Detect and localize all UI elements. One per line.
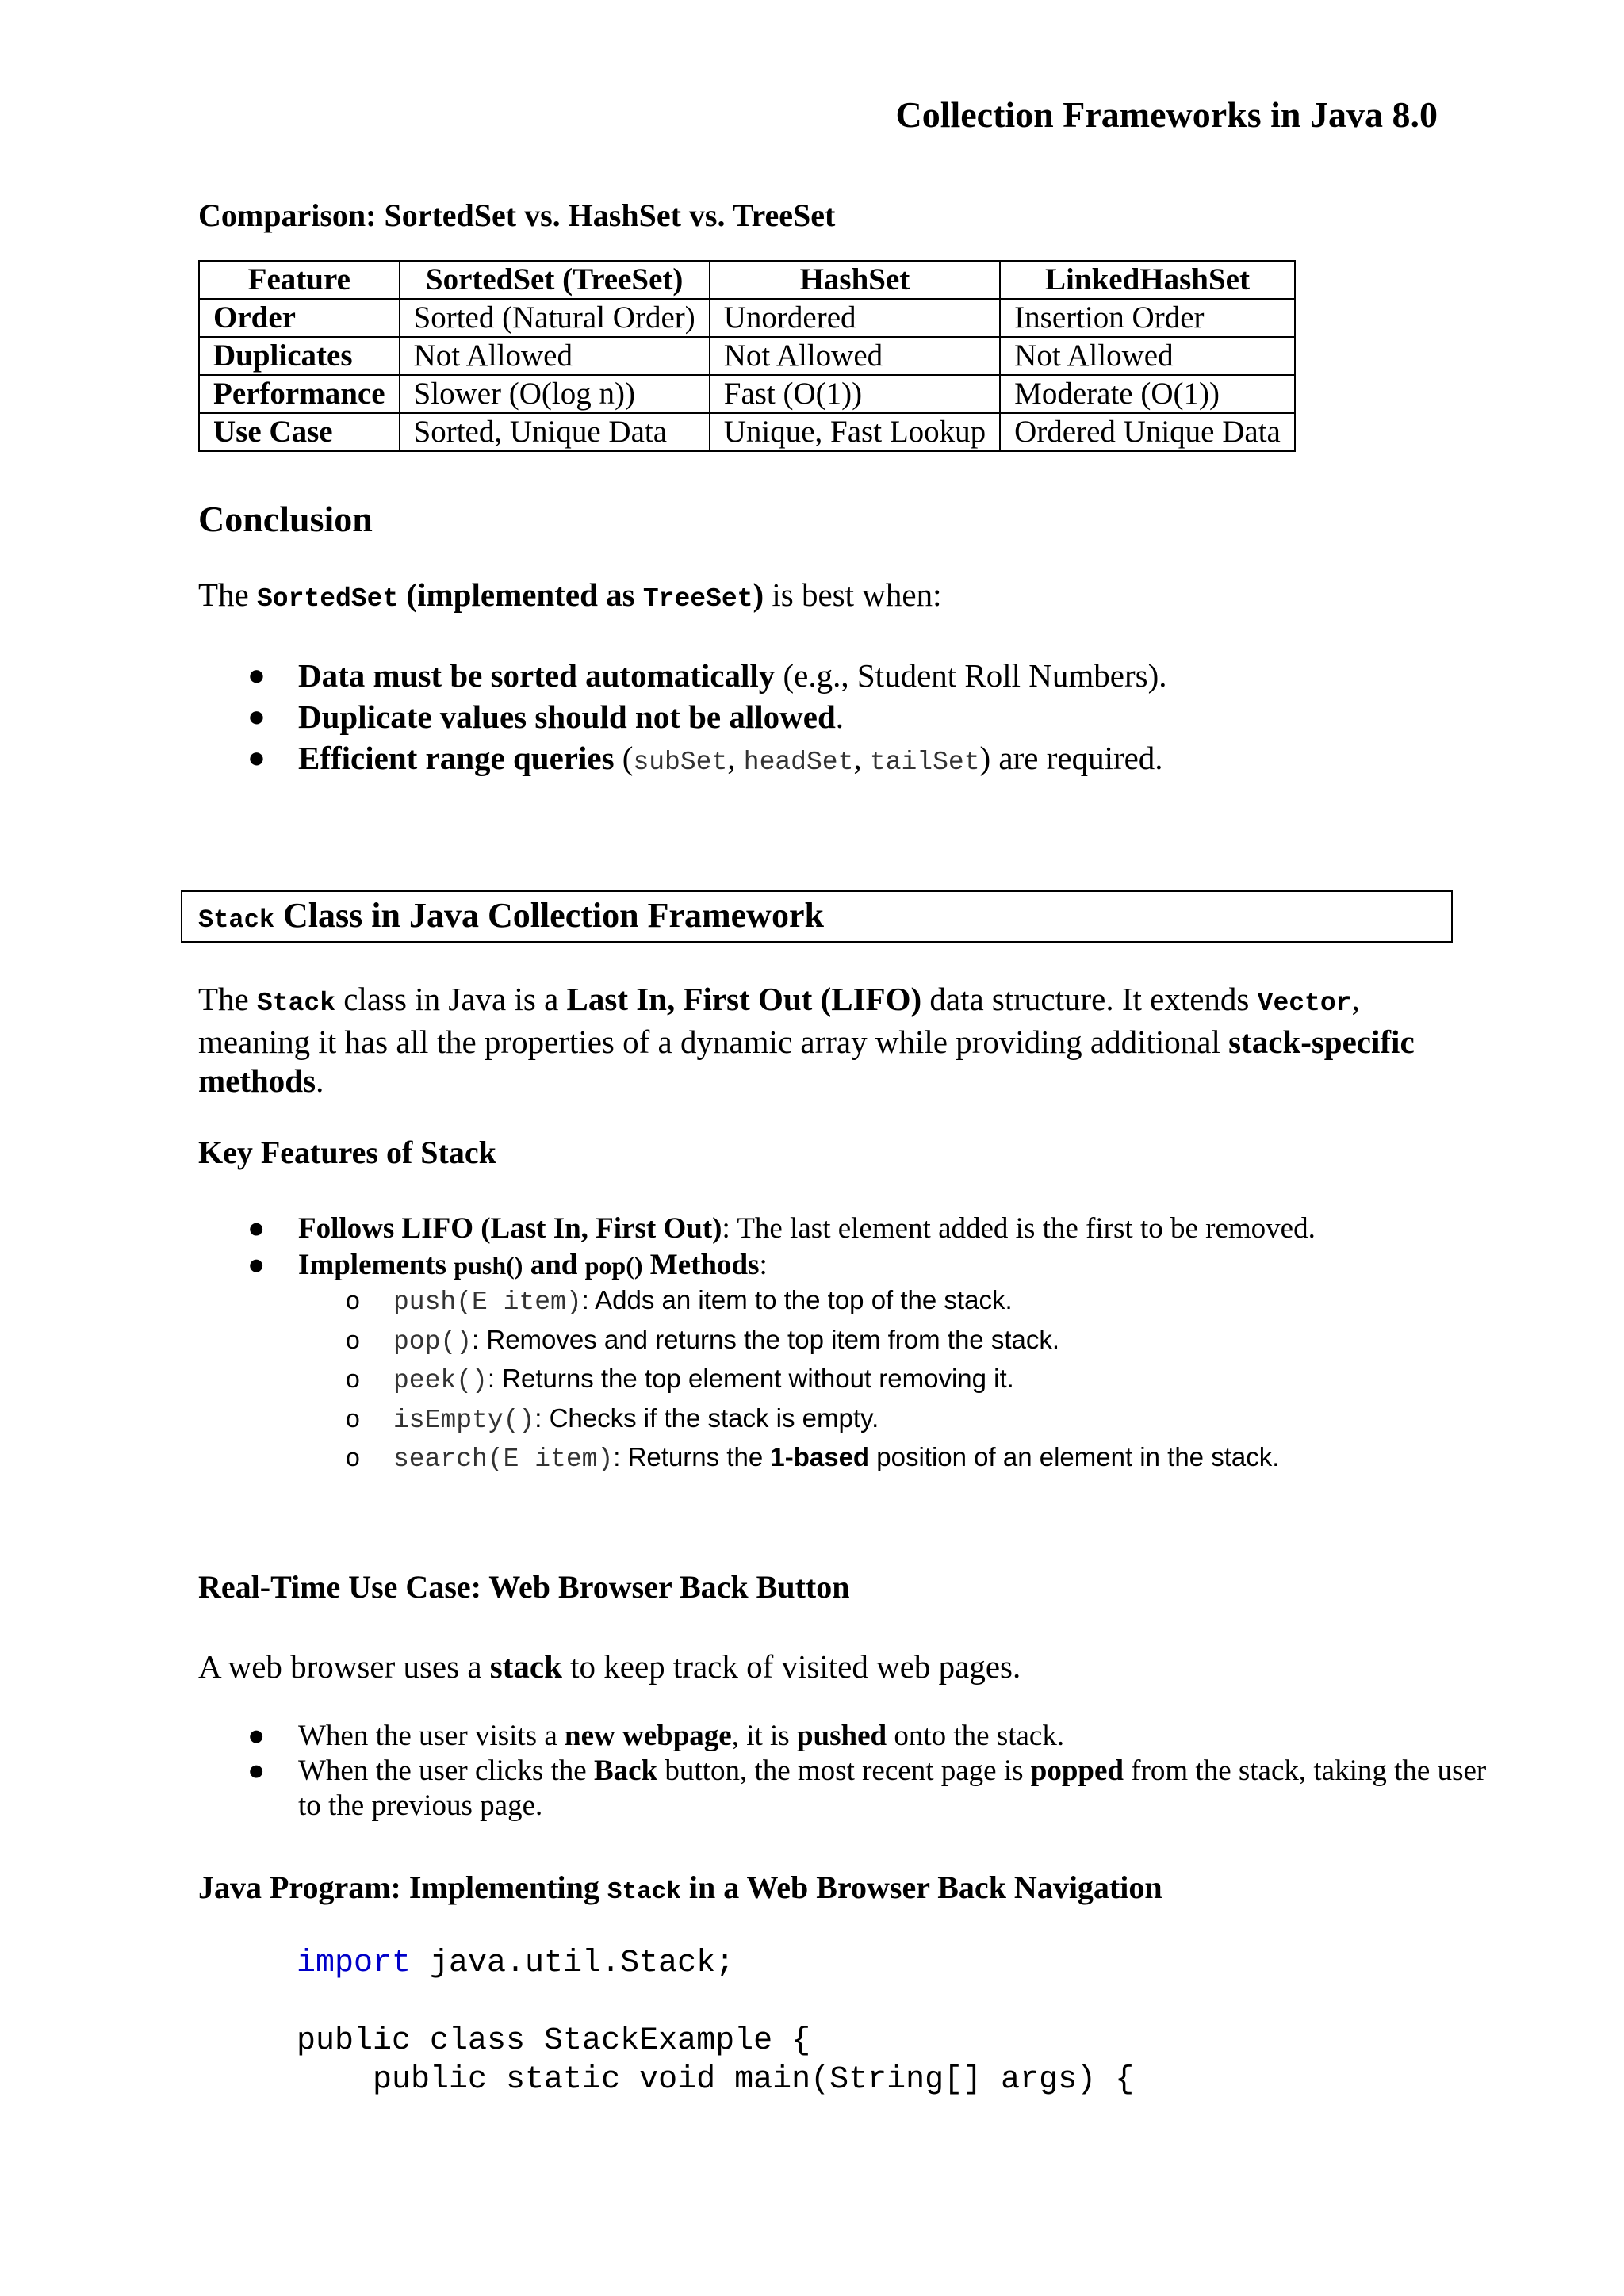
inline-code: isEmpty() xyxy=(393,1405,535,1435)
inline-code: SortedSet xyxy=(257,584,399,614)
list-item: o isEmpty(): Checks if the stack is empty. xyxy=(341,1400,1279,1440)
inline-code: tailSet xyxy=(869,748,980,777)
code-line: public static void main(String[] args) { xyxy=(297,2062,1135,2098)
row-header: Use Case xyxy=(199,413,400,451)
table-cell: Insertion Order xyxy=(1000,299,1295,337)
stack-methods-list xyxy=(341,1282,1279,1479)
conclusion-intro: The SortedSet (implemented as TreeSet) is best when: xyxy=(198,576,942,614)
list-item: ● Follows LIFO (Last In, First Out): The last element added is the first to be removed. xyxy=(246,1211,1316,1247)
column-header: Feature xyxy=(199,261,400,299)
circle-bullet-icon: o xyxy=(346,1286,360,1314)
list-item: ● When the user visits a new webpage, it is pushed onto the stack. xyxy=(247,1720,1065,1752)
table-cell: Unique, Fast Lookup xyxy=(710,413,1000,451)
column-header: LinkedHashSet xyxy=(1000,261,1295,299)
table-cell: Unordered xyxy=(710,299,1000,337)
bullet-icon: ● xyxy=(247,700,266,733)
inline-code: subSet xyxy=(633,748,728,777)
conclusion-heading: Conclusion xyxy=(198,499,373,539)
table-cell: Not Allowed xyxy=(400,337,710,375)
list-item: o push(E item): Adds an item to the top of the stack. xyxy=(341,1282,1279,1322)
inline-code: search(E item) xyxy=(393,1445,614,1474)
inline-code: Vector xyxy=(1257,989,1352,1018)
bullet-icon: ● xyxy=(247,1720,266,1752)
bullet-icon: ● xyxy=(247,1212,266,1245)
inline-code: push(E item) xyxy=(393,1288,582,1317)
list-item: ● Implements push() and pop() Methods: xyxy=(246,1247,1316,1284)
list-item: o pop(): Removes and returns the top item from the stack. xyxy=(341,1322,1279,1361)
stack-intro-paragraph: The Stack class in Java is a Last In, First Out (LIFO) data structure. It extends Vector, meaning it has all the properties of a dynamic array while providing additional stack-specific methods. xyxy=(198,981,1415,1099)
code-line: public class StackExample { xyxy=(297,2023,811,2059)
bullet-icon: ● xyxy=(247,1755,266,1787)
inline-code: Stack xyxy=(257,989,336,1018)
bullet-icon: ● xyxy=(247,1249,266,1281)
column-header: HashSet xyxy=(710,261,1000,299)
circle-bullet-icon: o xyxy=(346,1443,360,1471)
row-header: Performance xyxy=(199,375,400,413)
list-item: ● Data must be sorted automatically (e.g., Student Roll Numbers). xyxy=(246,655,1167,696)
stack-section-title-box xyxy=(181,890,1453,943)
use-case-heading: Real-Time Use Case: Web Browser Back Button xyxy=(198,1569,850,1605)
list-item: ● Efficient range queries (subSet, headSet, tailSet) are required. xyxy=(246,737,1167,783)
page-header-title: Collection Frameworks in Java 8.0 xyxy=(895,94,1438,135)
list-item: o search(E item): Returns the 1-based position of an element in the stack. xyxy=(341,1439,1279,1479)
bullet-icon: ● xyxy=(247,741,266,775)
row-header: Duplicates xyxy=(199,337,400,375)
table-row xyxy=(199,299,1295,337)
code-keyword: import xyxy=(297,1946,412,1981)
bullet-icon: ● xyxy=(247,659,266,692)
comparison-heading: Comparison: SortedSet vs. HashSet vs. TreeSet xyxy=(198,197,836,233)
table-cell: Slower (O(log n)) xyxy=(400,375,710,413)
key-features-list xyxy=(246,1211,1316,1284)
program-heading: Java Program: Implementing Stack in a Web Browser Back Navigation xyxy=(198,1869,1162,1906)
use-case-bullets xyxy=(246,1719,1503,1823)
table-cell: Sorted, Unique Data xyxy=(400,413,710,451)
table-row xyxy=(199,337,1295,375)
column-header: SortedSet (TreeSet) xyxy=(400,261,710,299)
table-cell: Fast (O(1)) xyxy=(710,375,1000,413)
row-header: Order xyxy=(199,299,400,337)
table-cell: Sorted (Natural Order) xyxy=(400,299,710,337)
code-line: import java.util.Stack; xyxy=(297,1946,735,1981)
key-features-heading: Key Features of Stack xyxy=(198,1135,496,1170)
table-cell: Moderate (O(1)) xyxy=(1000,375,1295,413)
inline-code: Stack xyxy=(607,1878,681,1906)
table-cell: Ordered Unique Data xyxy=(1000,413,1295,451)
table-row xyxy=(199,375,1295,413)
list-item: o peek(): Returns the top element without removing it. xyxy=(341,1360,1279,1400)
list-item: ● Duplicate values should not be allowed. xyxy=(246,696,1167,737)
code-line xyxy=(297,1983,1134,2022)
table-cell: Not Allowed xyxy=(710,337,1000,375)
circle-bullet-icon: o xyxy=(346,1403,360,1433)
conclusion-bullets xyxy=(246,655,1167,783)
circle-bullet-icon: o xyxy=(346,1325,360,1354)
inline-code: peek() xyxy=(393,1366,488,1395)
inline-code: headSet xyxy=(743,748,854,777)
use-case-intro: A web browser uses a stack to keep track of visited web pages. xyxy=(198,1648,1021,1685)
stack-section-title: Stack Class in Java Collection Framework xyxy=(198,896,824,935)
circle-bullet-icon: o xyxy=(346,1364,360,1393)
inline-code: pop() xyxy=(393,1326,473,1357)
list-item: ● When the user clicks the Back button, the most recent page is popped from the stack, taking the user to the previous page. xyxy=(247,1755,1487,1822)
inline-code: TreeSet xyxy=(642,584,753,614)
java-code-block xyxy=(297,1944,1134,2099)
comparison-table xyxy=(198,260,1296,452)
table-row xyxy=(199,413,1295,451)
inline-code: Stack xyxy=(198,905,275,935)
table-header-row xyxy=(199,261,1295,299)
table-cell: Not Allowed xyxy=(1000,337,1295,375)
